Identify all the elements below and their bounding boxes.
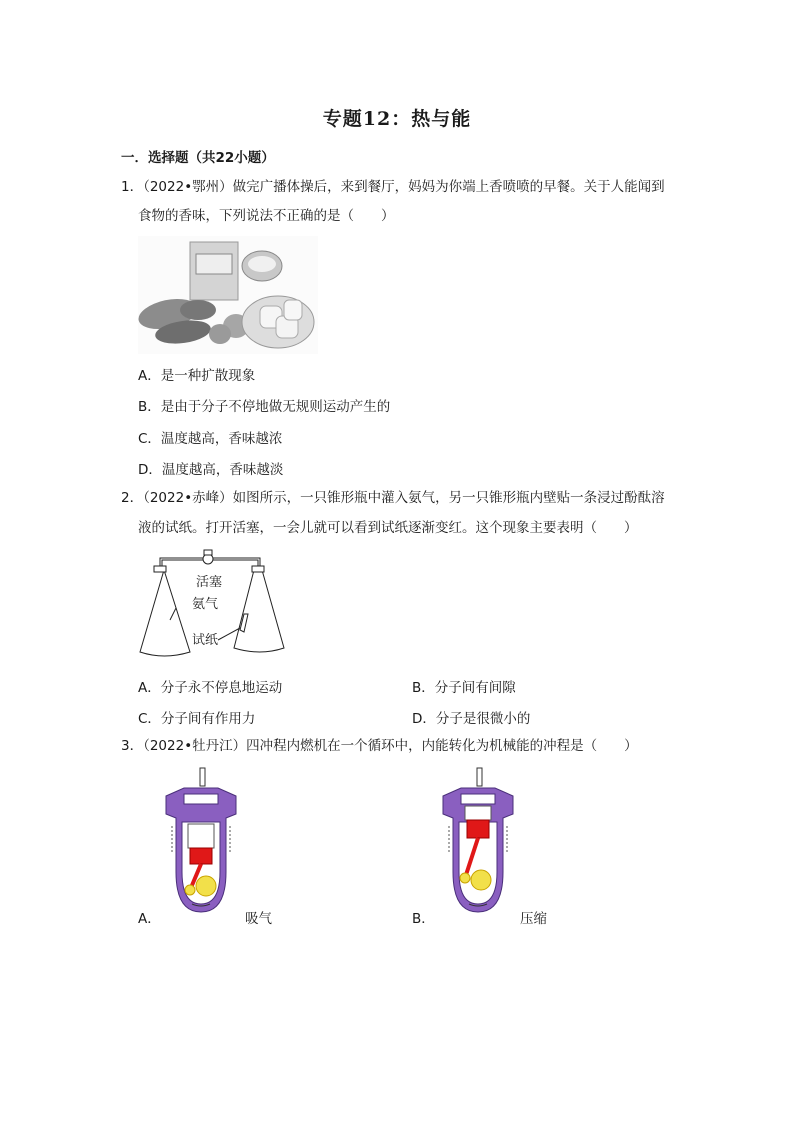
question-3-option-b-label: 压缩 — [520, 911, 547, 927]
question-1-line-1: 1．（2022•鄂州）做完广播体操后，来到餐厅，妈妈为你端上香喷喷的早餐。关于人能闻到 — [121, 179, 665, 195]
breakfast-food-photo — [138, 236, 318, 354]
question-1-line-2: 食物的香味，下列说法不正确的是（ ） — [138, 208, 395, 224]
engine-diagram-intake — [160, 766, 242, 920]
flask-experiment-diagram — [136, 548, 286, 666]
question-2-option-d: D．分子是很微小的 — [412, 711, 531, 727]
question-1-option-c: C．温度越高，香味越浓 — [138, 431, 283, 447]
question-3-option-b-prefix: B． — [412, 911, 435, 927]
question-3-option-a-label: 吸气 — [245, 911, 272, 927]
valve-label: 活塞 — [196, 575, 223, 590]
question-3-option-a-prefix: A． — [138, 911, 161, 927]
question-1-option-a: A．是一种扩散现象 — [138, 368, 256, 384]
question-1-option-d: D．温度越高，香味越淡 — [138, 462, 284, 478]
question-2-option-a: A．分子永不停息地运动 — [138, 680, 283, 696]
question-2-line-2: 液的试纸。打开活塞，一会儿就可以看到试纸逐渐变红。这个现象主要表明（ ） — [138, 520, 638, 536]
question-2-option-b: B．分子间有间隙 — [412, 680, 516, 696]
engine-diagram-compression — [437, 766, 519, 920]
question-2-option-c: C．分子间有作用力 — [138, 711, 256, 727]
question-2-line-1: 2．（2022•赤峰）如图所示，一只锥形瓶中灌入氨气，另一只锥形瓶内壁贴一条浸过酚酞溶 — [121, 490, 665, 506]
ammonia-label: 氨气 — [192, 597, 219, 612]
question-1-option-b: B．是由于分子不停地做无规则运动产生的 — [138, 399, 391, 415]
test-paper-label: 试纸 — [192, 633, 219, 648]
section-heading: 一．选择题（共22小题） — [121, 150, 275, 166]
question-3-line-1: 3．（2022•牡丹江）四冲程内燃机在一个循环中，内能转化为机械能的冲程是（ ） — [121, 738, 638, 754]
page-title: 专题12：热与能 — [322, 108, 472, 130]
